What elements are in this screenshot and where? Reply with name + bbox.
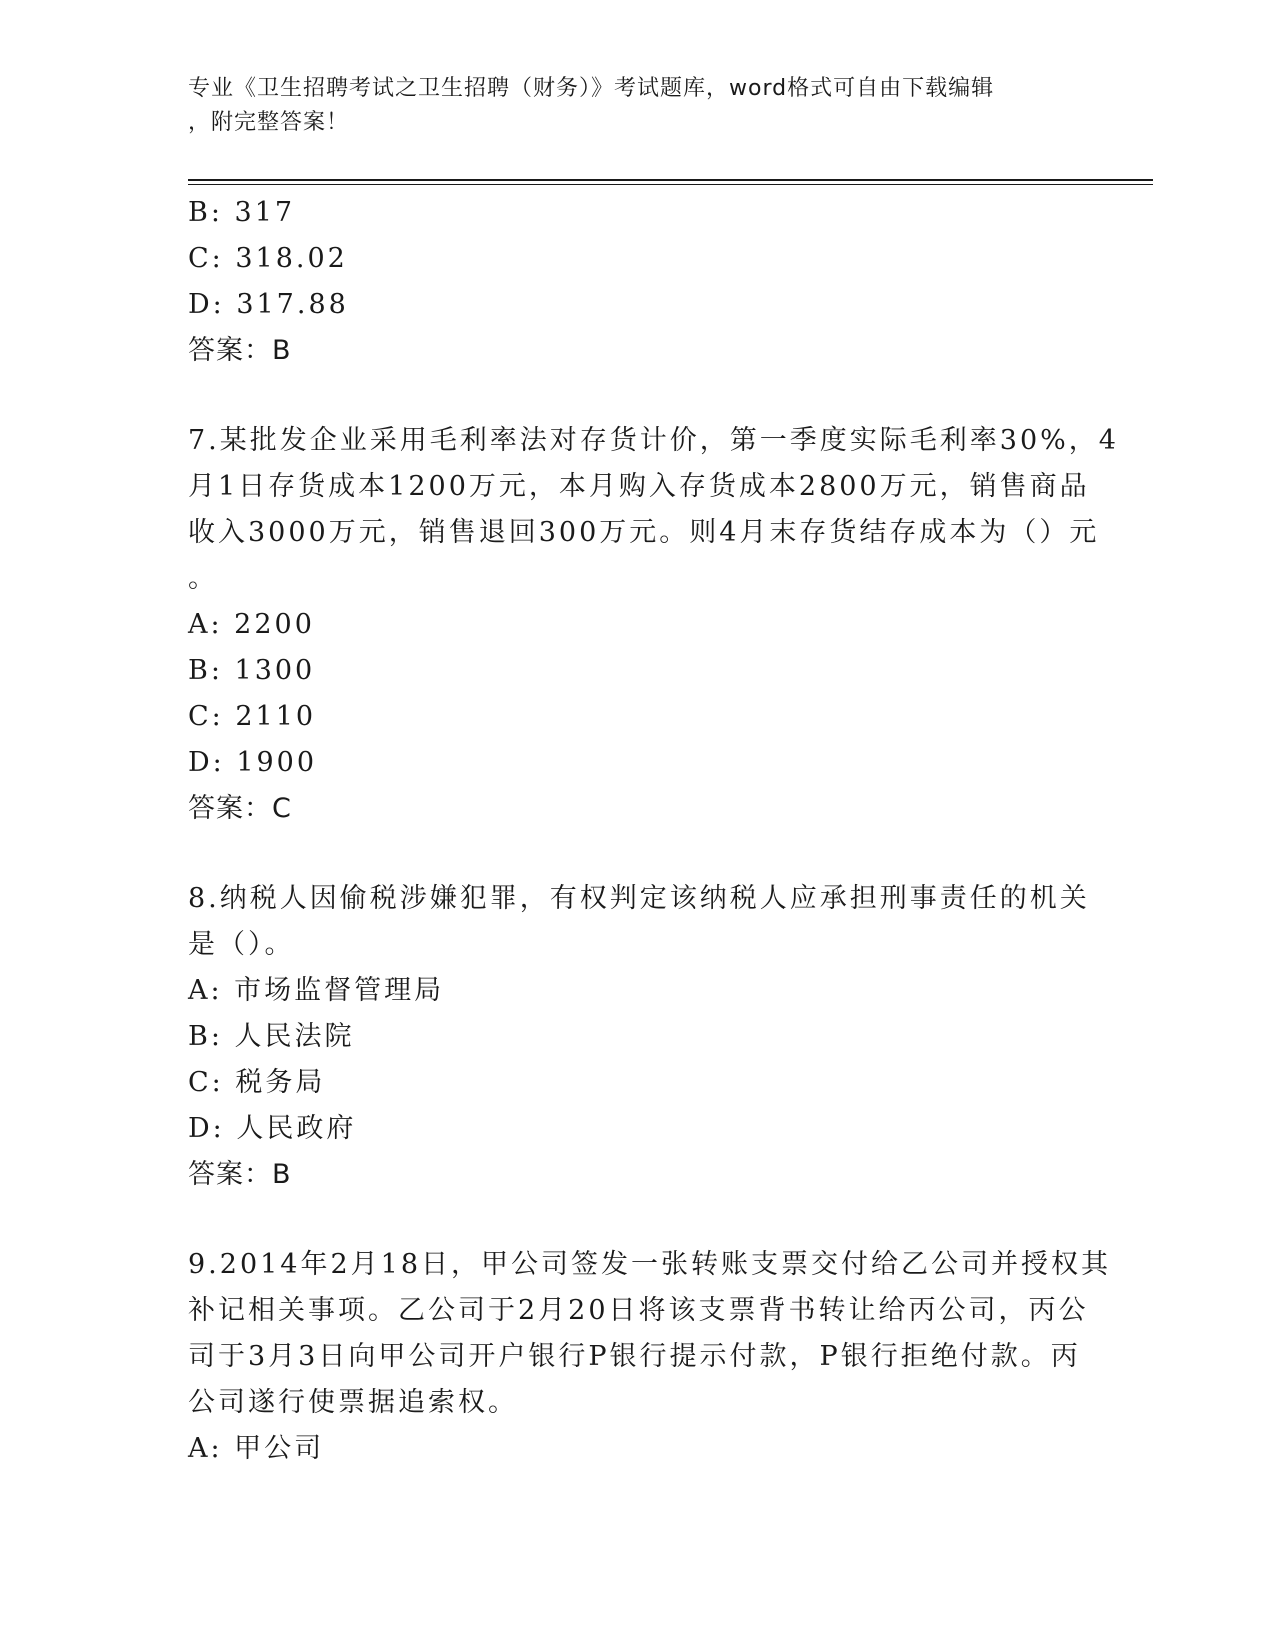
option-b: B: 317 <box>188 197 296 228</box>
option-c: C: 318.02 <box>188 243 348 274</box>
question-8 <box>188 876 1088 1198</box>
question-text-line: 公司遂行使票据追索权。 <box>188 1387 518 1418</box>
option-b: B: 1300 <box>188 655 316 686</box>
spacer <box>188 374 1088 418</box>
option-d: D: 人民政府 <box>188 1113 357 1144</box>
question-text-line: 7.某批发企业采用毛利率法对存货计价，第一季度实际毛利率30%，4 <box>188 425 1119 456</box>
option-d: D: 317.88 <box>188 289 349 320</box>
option-d: D: 1900 <box>188 747 318 778</box>
header-divider-thin <box>188 184 1153 185</box>
spacer <box>188 1198 1088 1242</box>
answer-line: 答案：B <box>188 1159 292 1190</box>
question-text-line: 8.纳税人因偷税涉嫌犯罪，有权判定该纳税人应承担刑事责任的机关 <box>188 883 1090 914</box>
answer-line: 答案：B <box>188 335 292 366</box>
question-text-line: 9.2014年2月18日，甲公司签发一张转账支票交付给乙公司并授权其 <box>188 1249 1112 1280</box>
option-a: A: 2200 <box>188 609 315 640</box>
question-text-line: 。 <box>188 563 218 594</box>
header-title: 专业《卫生招聘考试之卫生招聘（财务）》考试题库，word格式可自由下载编辑 <box>188 76 995 101</box>
question-text-line: 司于3月3日向甲公司开户银行P银行提示付款，P银行拒绝付款。丙 <box>188 1341 1081 1372</box>
header-divider-thick <box>188 179 1153 181</box>
option-a: A: 市场监督管理局 <box>188 975 445 1006</box>
option-c: C: 2110 <box>188 701 317 732</box>
answer-line: 答案：C <box>188 793 292 824</box>
header-title-continued: ，附完整答案！ <box>188 110 350 135</box>
question-text-line: 补记相关事项。乙公司于2月20日将该支票背书转让给丙公司，丙公 <box>188 1295 1089 1326</box>
spacer <box>188 832 1088 876</box>
question-text-line: 是（）。 <box>188 929 295 960</box>
question-text-line: 月1日存货成本1200万元，本月购入存货成本2800万元，销售商品 <box>188 471 1090 502</box>
question-6-tail <box>188 190 1088 374</box>
question-text-line: 收入3000万元，销售退回300万元。则4月末存货结存成本为（）元 <box>188 517 1100 548</box>
page-header <box>188 72 1068 140</box>
option-c: C: 税务局 <box>188 1067 326 1098</box>
question-7 <box>188 418 1119 832</box>
question-list <box>188 190 1119 1472</box>
option-b: B: 人民法院 <box>188 1021 355 1052</box>
option-a: A: 甲公司 <box>188 1433 325 1464</box>
question-9 <box>188 1242 1112 1472</box>
